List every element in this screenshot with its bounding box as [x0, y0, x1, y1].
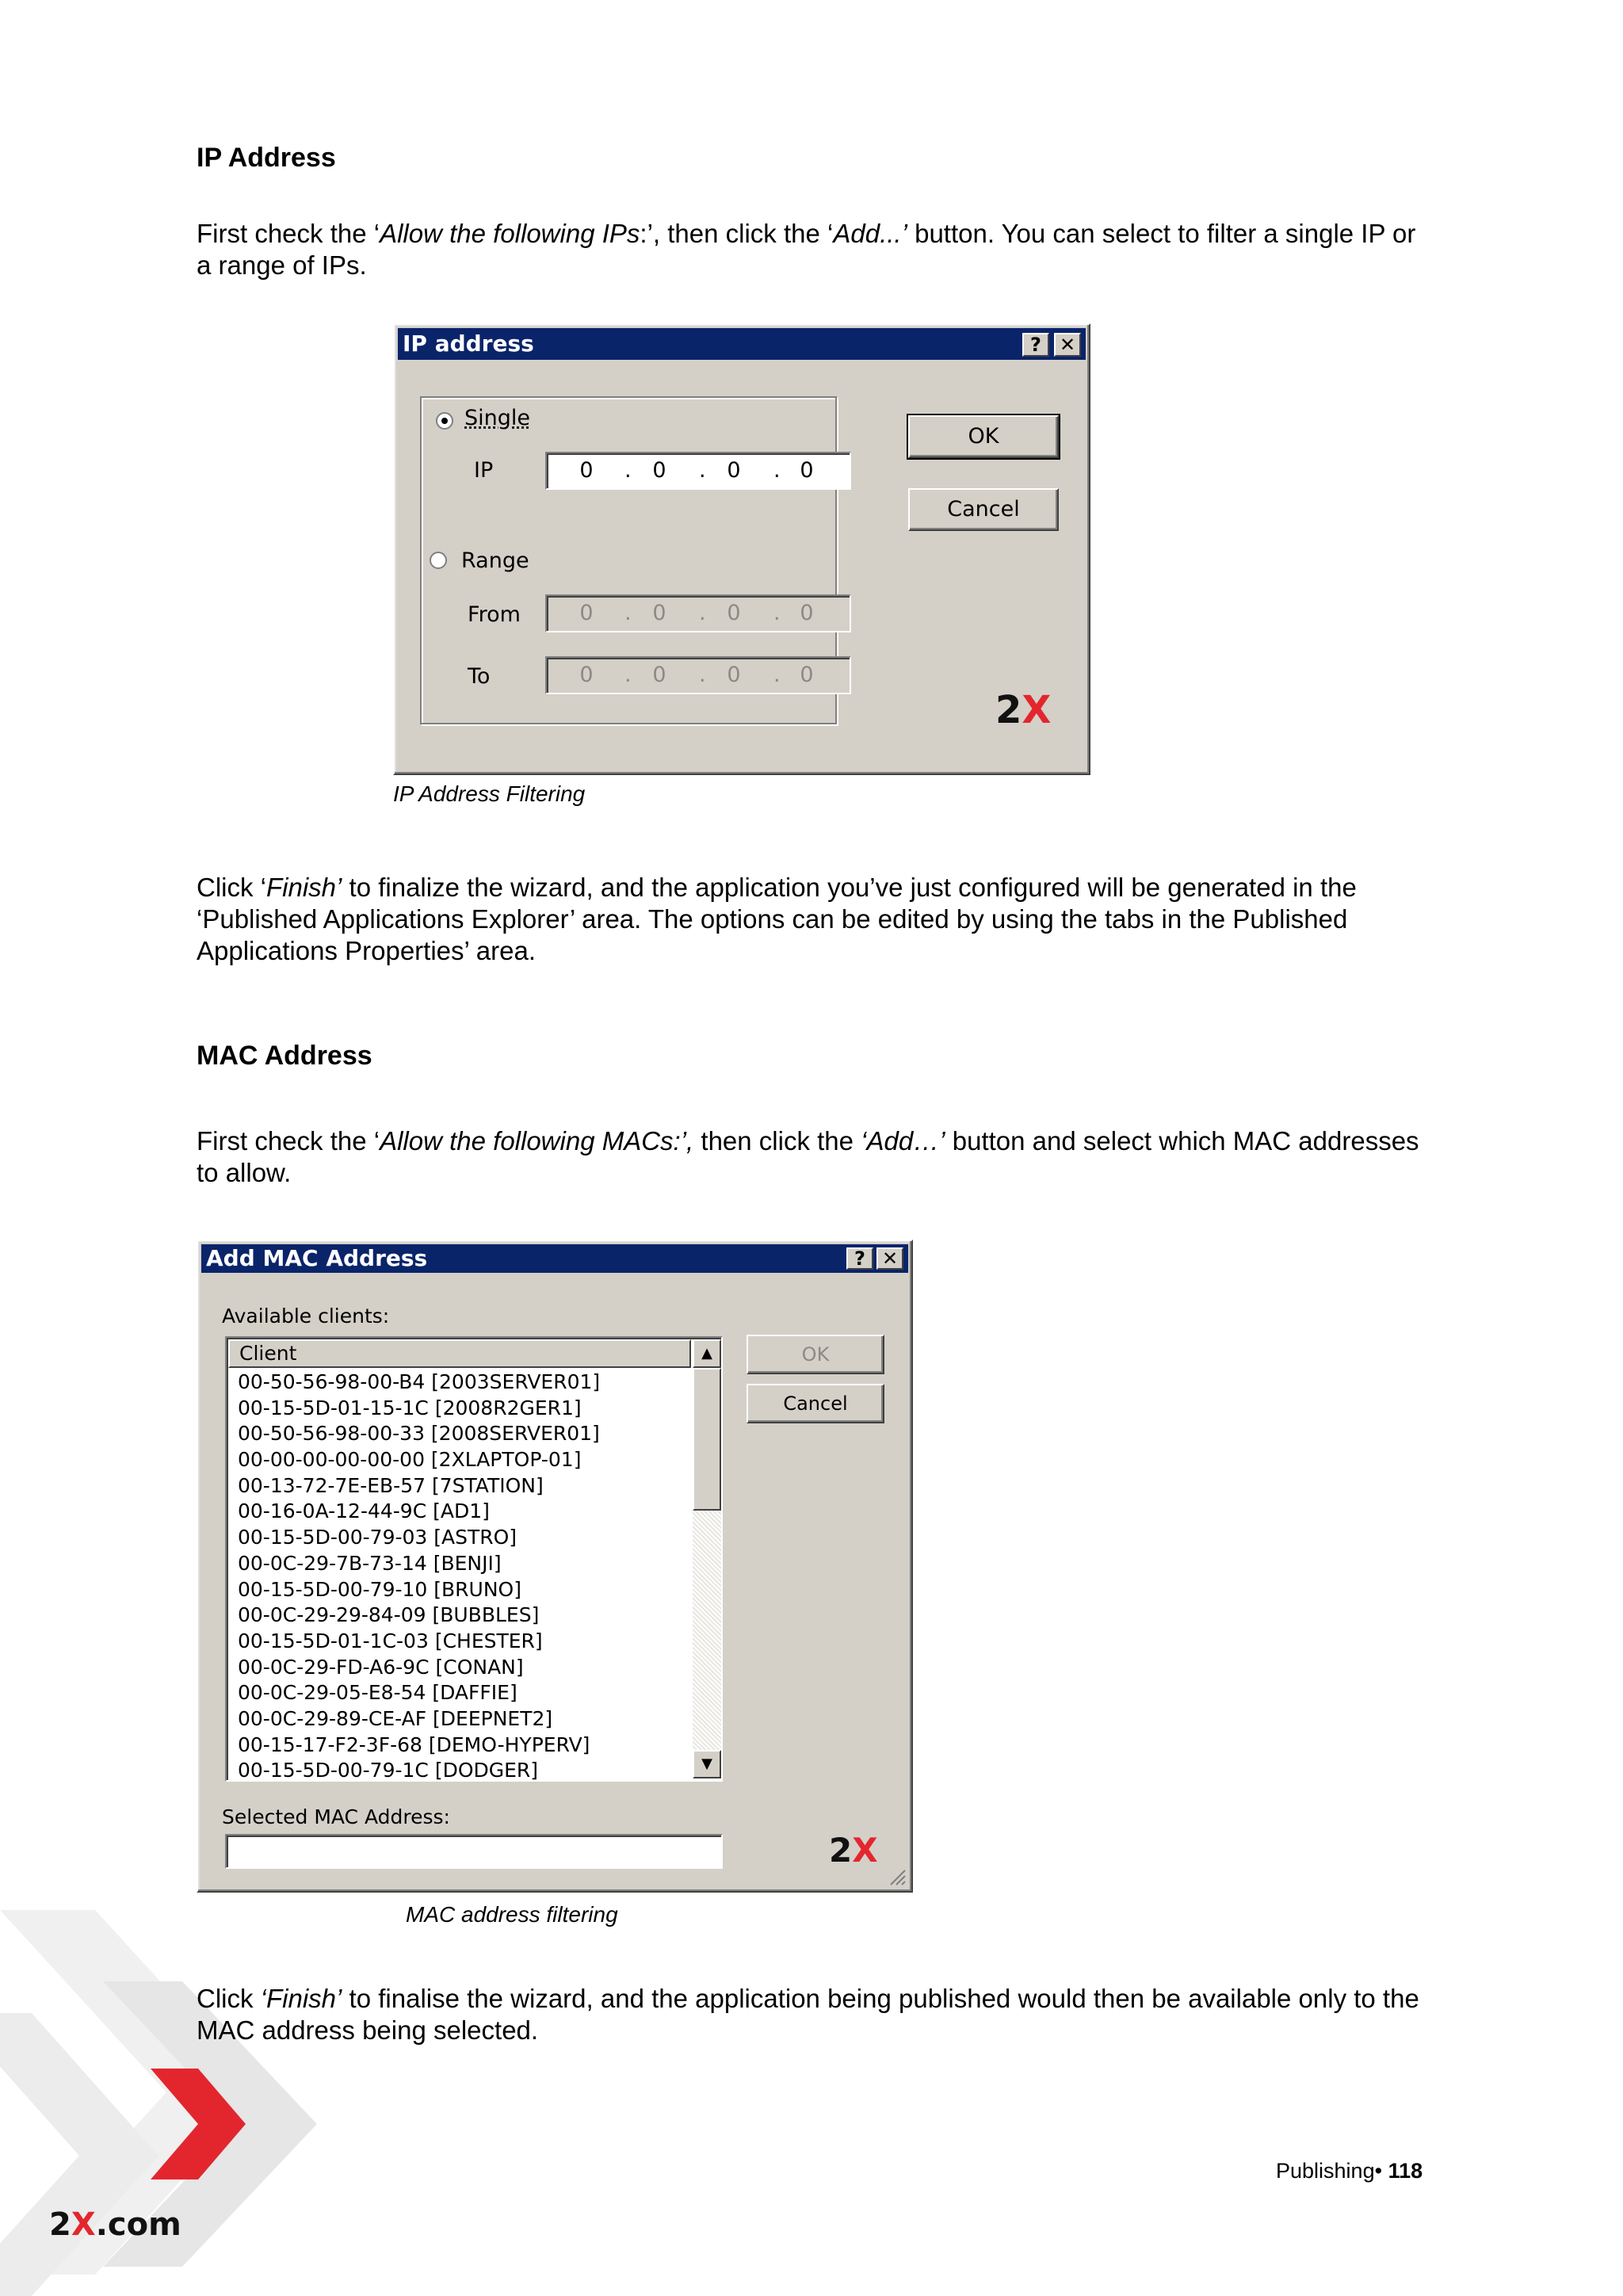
2x-logo: 2X: [995, 688, 1052, 732]
list-item[interactable]: 00-50-56-98-00-B4 [2003SERVER01]: [238, 1370, 601, 1393]
scroll-up-icon[interactable]: ▲: [693, 1339, 721, 1368]
to-label: To: [468, 664, 491, 689]
help-icon[interactable]: ?: [1022, 333, 1049, 357]
from-ip-input[interactable]: 0 . 0 . 0 . 0: [545, 594, 851, 632]
from-label: From: [468, 602, 521, 627]
client-column-header[interactable]: Client: [228, 1339, 691, 1368]
list-item[interactable]: 00-15-5D-01-1C-03 [CHESTER]: [238, 1629, 543, 1652]
ip-dialog-titlebar: [398, 328, 1086, 360]
close-icon[interactable]: ✕: [876, 1247, 903, 1270]
mac-dialog-titlebar: [201, 1244, 908, 1273]
list-item[interactable]: 00-00-00-00-00-00 [2XLAPTOP-01]: [238, 1448, 582, 1472]
caption-ip-filtering: IP Address Filtering: [393, 781, 586, 806]
resize-grip-icon[interactable]: [888, 1867, 907, 1886]
add-mac-address-dialog: [197, 1240, 913, 1893]
close-icon[interactable]: ✕: [1054, 333, 1081, 357]
vertical-scrollbar[interactable]: [693, 1339, 721, 1778]
range-label: Range: [461, 548, 529, 573]
finish-paragraph-1: Click ‘Finish’ to finalize the wizard, and the application you’ve just configured will be generated in the ‘Published Applications Explorer’ area. The options can be edited by using the tabs in the Published Applications Properties’ area.: [197, 873, 1357, 965]
list-item[interactable]: 00-13-72-7E-EB-57 [7STATION]: [238, 1473, 544, 1497]
selected-mac-input[interactable]: [225, 1834, 723, 1869]
to-ip-input[interactable]: 0 . 0 . 0 . 0: [545, 656, 851, 694]
help-icon[interactable]: ?: [846, 1247, 873, 1270]
footer-bullet: •: [1374, 2159, 1383, 2183]
available-clients-label: Available clients:: [222, 1305, 390, 1328]
cancel-button[interactable]: Cancel: [747, 1384, 884, 1423]
list-item[interactable]: 00-15-5D-00-79-1C [DODGER]: [238, 1759, 539, 1782]
page-number: 118: [1388, 2159, 1423, 2183]
scrollbar-thumb[interactable]: [693, 1368, 721, 1511]
footer-section: Publishing: [1276, 2159, 1375, 2183]
single-label: Single: [464, 406, 531, 430]
range-radio[interactable]: [430, 552, 447, 569]
ip-intro-paragraph: First check the ‘Allow the following IPs:’, then click the ‘Add...’ button. You can select to filter a single IP or a range of IPs.: [197, 219, 1416, 280]
ip-address-dialog: [393, 323, 1090, 775]
caption-mac-filtering: MAC address filtering: [406, 1902, 618, 1927]
clients-list: [228, 1370, 691, 1782]
list-item[interactable]: 00-15-5D-00-79-03 [ASTRO]: [238, 1526, 517, 1549]
list-item[interactable]: 00-0C-29-FD-A6-9C [CONAN]: [238, 1655, 524, 1679]
clients-listview[interactable]: [225, 1336, 723, 1782]
mac-intro-paragraph: First check the ‘Allow the following MACs:’, then click the ‘Add…’ button and select which MAC addresses to allow.: [197, 1126, 1419, 1187]
page-footer: [1276, 2159, 1423, 2183]
cancel-button[interactable]: Cancel: [908, 488, 1059, 531]
ip-dialog-title: IP address: [403, 330, 534, 357]
ip-input[interactable]: 0 . 0 . 0 . 0: [545, 452, 851, 490]
list-item[interactable]: 00-15-5D-01-15-1C [2008R2GER1]: [238, 1396, 582, 1419]
ok-button[interactable]: OK: [747, 1335, 884, 1374]
mac-dialog-title: Add MAC Address: [206, 1245, 428, 1271]
section-heading-ip-address: IP Address: [197, 143, 336, 173]
list-item[interactable]: 00-0C-29-7B-73-14 [BENJI]: [238, 1551, 502, 1575]
list-item[interactable]: 00-15-17-F2-3F-68 [DEMO-HYPERV]: [238, 1733, 590, 1756]
single-radio[interactable]: [436, 412, 453, 430]
list-item[interactable]: 00-0C-29-89-CE-AF [DEEPNET2]: [238, 1706, 553, 1730]
2x-com-logo: 2X.com: [49, 2206, 181, 2243]
ip-label: IP: [474, 458, 494, 483]
2x-logo: 2X: [829, 1831, 878, 1870]
list-item[interactable]: 00-0C-29-29-84-09 [BUBBLES]: [238, 1603, 540, 1627]
section-heading-mac-address: MAC Address: [197, 1041, 372, 1071]
list-item[interactable]: 00-15-5D-00-79-10 [BRUNO]: [238, 1577, 521, 1601]
list-item[interactable]: 00-16-0A-12-44-9C [AD1]: [238, 1499, 490, 1523]
list-item[interactable]: 00-0C-29-05-E8-54 [DAFFIE]: [238, 1681, 517, 1705]
list-item[interactable]: 00-50-56-98-00-33 [2008SERVER01]: [238, 1422, 600, 1446]
finish-paragraph-2: Click ‘Finish’ to finalise the wizard, and the application being published would then be available only to the MAC address being selected.: [197, 1984, 1419, 2045]
scroll-down-icon[interactable]: ▼: [693, 1750, 721, 1778]
selected-mac-label: Selected MAC Address:: [222, 1805, 450, 1828]
ok-button[interactable]: OK: [908, 415, 1059, 458]
